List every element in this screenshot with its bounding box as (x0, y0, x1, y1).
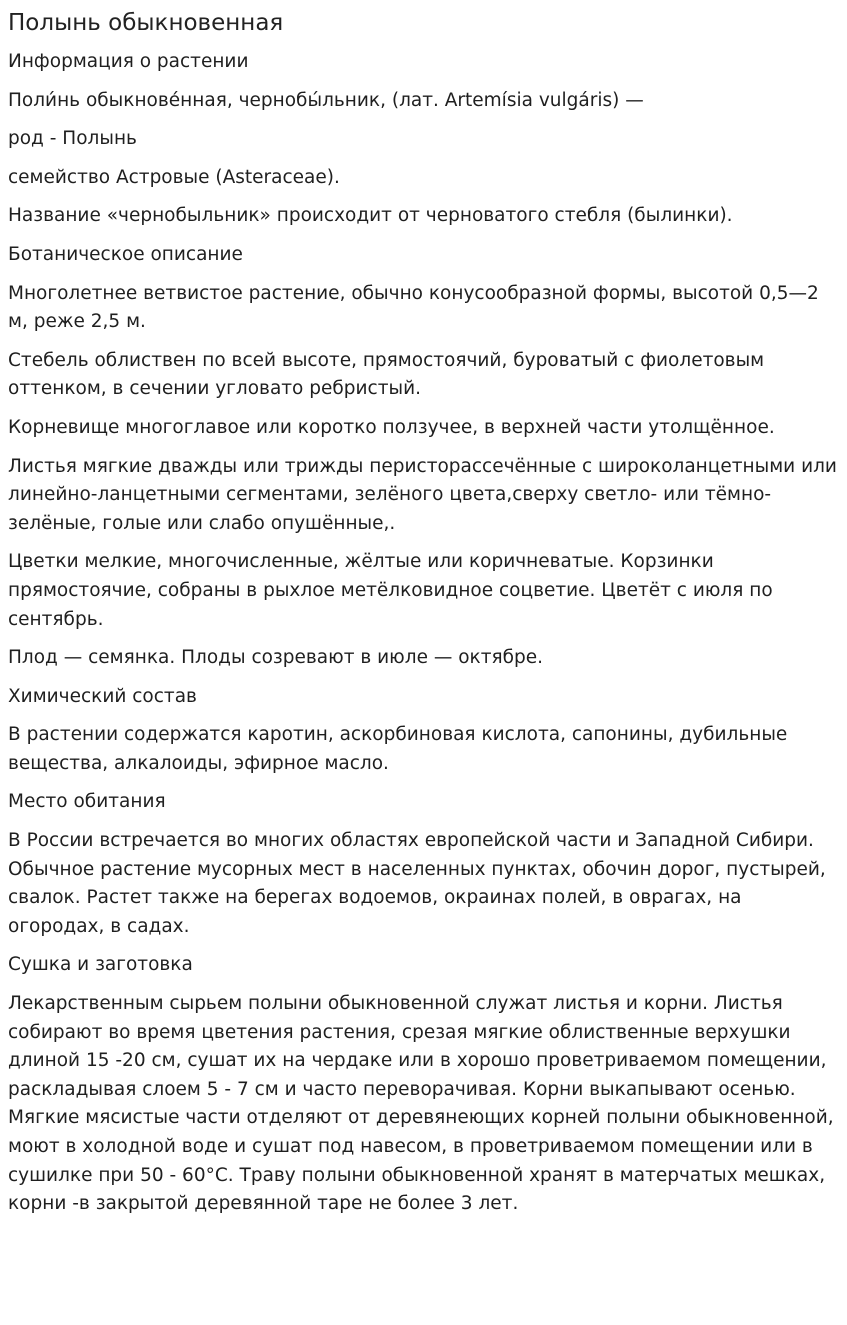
section-heading-habitat: Место обитания (8, 791, 166, 813)
page-title: Полынь обыкновенная (8, 10, 284, 36)
paragraph-rhizome: Корневище многоглавое или коротко ползучее, в верхней части утолщённое. (8, 416, 775, 438)
section-heading-drying: Сушка и заготовка (8, 954, 193, 976)
paragraph-name-origin: Название «чернобыльник» происходит от черноватого стебля (былинки). (8, 205, 733, 227)
paragraph-drying: Лекарственным сырьем полыни обыкновенной служат листья и корни. Листья собирают во время цветения растения, срезая мягкие облиственные верхушки длиной 15 -20 см, сушат их на чердаке или в хорошо проветриваемом помещении, раскладывая слоем 5 - 7 см и часто переворачивая. Корни выкапывают осенью. Мягкие мясистые части отделяют от деревянеющих корней полыни обыкновенной, моют в холодной воде и сушат под навесом, в проветриваемом помещении или в сушилке при 50 - 60°С. Траву полыни обыкновенной хранят в матерчатых мешках, корни -в закрытой деревянной таре не более 3 лет. (8, 993, 834, 1215)
section-heading-info: Информация о растении (8, 51, 249, 72)
paragraph-flowers: Цветки мелкие, многочисленные, жёлтые или коричневатые. Корзинки прямостоячие, собраны в рыхлое метёлковидное соцветие. Цветёт с июля по сентябрь. (8, 551, 773, 630)
paragraph-names: Поли́нь обыкнове́нная, чернобы́льник, (лат. Artemísia vulgáris) — (8, 89, 644, 111)
paragraph-habitat: В России встречается во многих областях европейской части и Западной Сибири. Обычное растение мусорных мест в населенных пунктах, обочин дорог, пустырей, свалок. Растет также на берегах водоемов, окраинах полей, в оврагах, на огородах, в садах. (8, 830, 826, 937)
paragraph-family: семейство Астровые (Asteraceae). (8, 166, 340, 188)
paragraph-fruit: Плод — семянка. Плоды созревают в июле — октябре. (8, 647, 544, 669)
paragraph-stem: Стебель облиствен по всей высоте, прямостоячий, буроватый с фиолетовым оттенком, в сечении угловато ребристый. (8, 349, 765, 400)
section-heading-botanical: Ботаническое описание (8, 243, 243, 265)
paragraph-plant-form: Многолетнее ветвистое растение, обычно конусообразной формы, высотой 0,5—2 м, реже 2,5 м. (8, 282, 819, 333)
paragraph-leaves: Листья мягкие дважды или трижды перисторассечённые с широколанцетными или линейно-ланцетными сегментами, зелёного цвета,сверху светло- или тёмно-зелёные, голые или слабо опушённые,. (8, 455, 837, 534)
paragraph-chemistry: В растении содержатся каротин, аскорбиновая кислота, сапонины, дубильные вещества, алкалоиды, эфирное масло. (8, 724, 788, 774)
paragraph-genus: род - Полынь (8, 128, 137, 150)
section-heading-chemistry: Химический состав (8, 685, 197, 707)
